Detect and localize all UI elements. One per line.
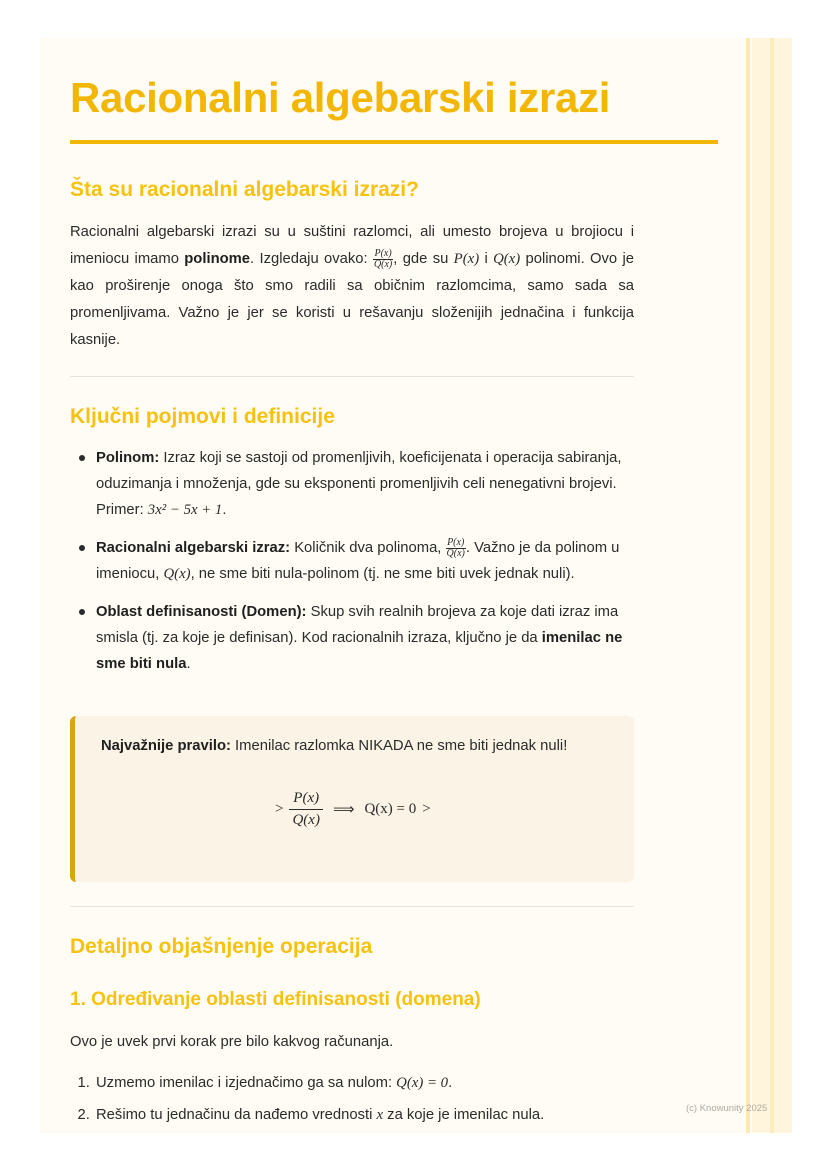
equation-prefix: > (275, 801, 284, 817)
intro-bold-polinome: polinome (184, 251, 251, 267)
definition-item-polinom (96, 445, 636, 523)
math-px: P(x) (453, 251, 480, 267)
equation-rhs: Q(x) = 0 (364, 801, 417, 817)
equation-numerator: P(x) (289, 790, 322, 810)
page-title: Racionalni algebarski izrazi (70, 74, 611, 121)
intro-text-1: Racionalni algebarski izrazi su u suštini razlomci, ali umesto brojeva u brojiocu i imeniocu imamo (70, 224, 634, 267)
implies-arrow: ⟹ (332, 802, 355, 818)
section-heading-concepts: Ključni pojmovi i definicije (70, 405, 335, 428)
equation-fraction (289, 790, 322, 829)
math-qx: Q(x) (493, 251, 521, 267)
definition-tail: . (186, 656, 191, 672)
intro-text-3: , gde su (393, 251, 454, 267)
callout-bold-label: Najvažnije pravilo: (101, 738, 231, 754)
equation-suffix: > (422, 801, 431, 817)
margin-line-left (746, 38, 750, 1133)
copyright-note: (c) Knowunity 2025 (686, 1103, 768, 1114)
step-tail: . (448, 1075, 453, 1091)
definition-text-2: . Važno je da polinom u imeniocu, (96, 540, 620, 582)
step-item (94, 1102, 654, 1128)
intro-text-4: i (479, 251, 494, 267)
fraction-numerator: P(x) (447, 536, 465, 548)
math-qx: Q(x) (163, 566, 191, 582)
callout-equation (275, 790, 431, 829)
fraction-denominator: Q(x) (373, 258, 393, 270)
intro-text-2: . Izgledaju ovako: (250, 251, 373, 267)
step-math: x (376, 1107, 384, 1123)
subsection-heading-domain: 1. Određivanje oblasti definisanosti (domena) (70, 989, 481, 1010)
math-example: 3x² − 5x + 1 (147, 502, 223, 518)
fraction-denominator: Q(x) (446, 547, 465, 559)
definition-text: Količnik dva polinoma, (290, 540, 446, 556)
operations-lead: Ovo je uvek prvi korak pre bilo kakvog računanja. (70, 1034, 394, 1050)
definition-term: Polinom: (96, 450, 160, 466)
rule-callout (70, 716, 634, 882)
step-text: Uzmemo imenilac i izjednačimo ga sa nulom: (96, 1075, 397, 1091)
section-heading-intro: Šta su racionalni algebarski izrazi? (70, 178, 419, 201)
margin-line-right (770, 38, 774, 1133)
definition-tail: . (222, 502, 227, 518)
equation-denominator: Q(x) (292, 812, 320, 828)
definition-item-racionalni (96, 535, 636, 587)
definition-text: Izraz koji se sastoji od promenljivih, koeficijenata i operacija sabiranja, oduzimanja i množenja, gde su eksponenti promenljivih celi nenegativni brojevi. Primer: (96, 450, 622, 518)
intro-fraction (373, 249, 393, 270)
operations-section (70, 906, 720, 1134)
fraction-numerator: P(x) (374, 247, 392, 259)
definition-tail: , ne sme biti nula-polinom (tj. ne sme biti uvek jednak nuli). (190, 566, 575, 582)
definition-item-domen (96, 599, 636, 677)
step-text: Rešimo tu jednačinu da nađemo vrednosti (96, 1107, 377, 1123)
section-heading-operations: Detaljno objašnjenje operacija (70, 935, 373, 958)
document-content (70, 60, 720, 689)
step-item (94, 1070, 654, 1096)
step-tail: za koje je imenilac nula. (383, 1107, 545, 1123)
step-math: Q(x) = 0 (396, 1075, 449, 1091)
definition-term: Oblast definisanosti (Domen): (96, 604, 307, 620)
steps-list (70, 1070, 654, 1128)
callout-text (101, 734, 567, 758)
definition-fraction (446, 538, 466, 559)
intro-text-5: polinomi. Ovo je kao proširenje onoga što smo radili sa običnim razlomcima, samo sada sa promenljivama. Važno je jer se koristi u rešavanju složenijih jednačina i funkcija kasnije. (70, 251, 634, 348)
intro-paragraph (70, 219, 634, 354)
definitions-list (70, 445, 636, 677)
callout-rule-text: Imenilac razlomka NIKADA ne sme biti jednak nuli! (230, 738, 568, 754)
definition-text: Skup svih realnih brojeva za koje dati izraz ima smisla (tj. za koje je definisan). Kod racionalnih izraza, ključno je da (96, 604, 619, 646)
definition-term: Racionalni algebarski izraz: (96, 540, 291, 556)
definition-bold-rule: imenilac ne sme biti nula (96, 630, 623, 672)
